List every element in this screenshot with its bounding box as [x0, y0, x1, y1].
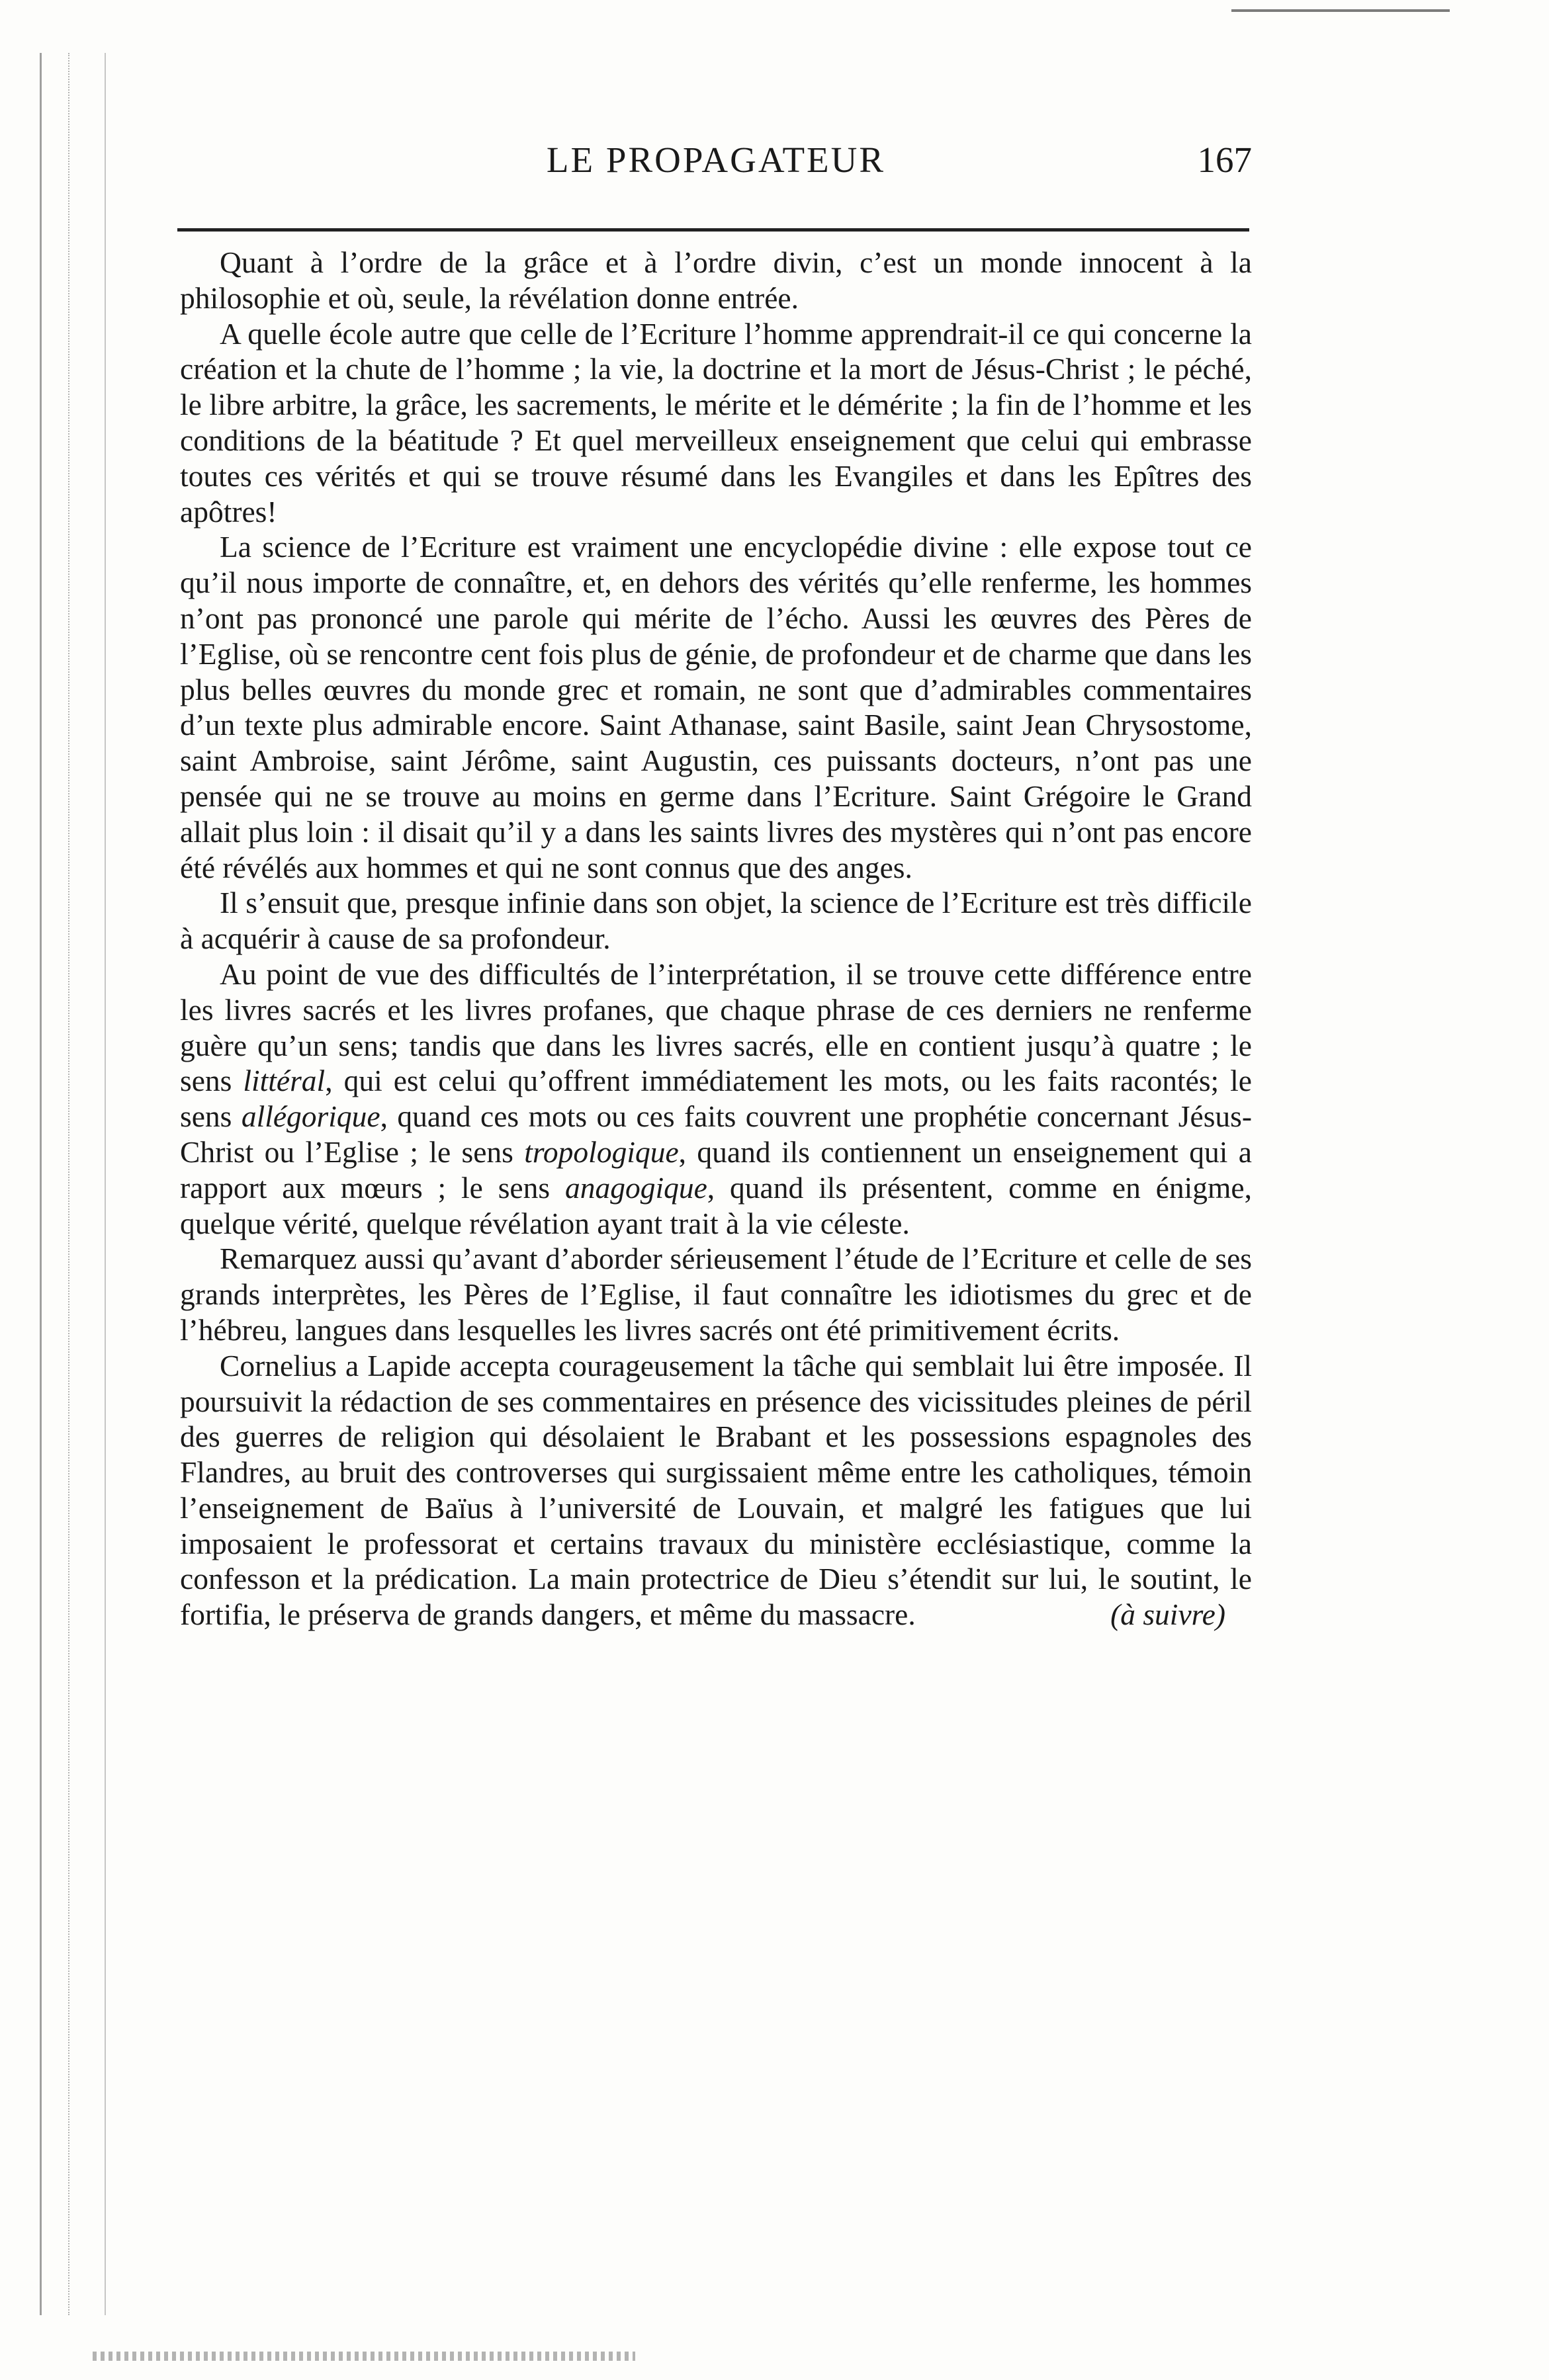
term-allegorique: allégorique: [241, 1099, 380, 1134]
paragraph-2: A quelle école autre que celle de l’Ecriture l’homme apprendrait-il ce qui concerne la création et la chute de l’homme ; la vie, la doctrine et la mort de Jésus-Christ ; le péché, le libre arbitre, la grâce, les sacrements, le mérite et le démérite ; la fin de l’homme et les conditions de la béatitude ? Et quel merveilleux enseignement que celui qui embrasse toutes ces vérités et qui se trouve résumé dans les Evangiles et dans les Epîtres des apôtres!: [180, 316, 1252, 529]
scan-artifact-top: [1231, 9, 1450, 12]
paragraph-7: [180, 1348, 1252, 1633]
paragraph-5-part-d: , quand ils contiennent un enseignement qui a rapport aux mœurs ; le sens: [180, 1134, 1252, 1205]
term-anagogique: anagogique: [564, 1170, 707, 1205]
paragraph-5-part-c: , quand ces mots ou ces faits couvrent une prophétie concernant Jésus-Christ ou l’Eglise ; le sens: [180, 1099, 1253, 1169]
term-litteral: littéral: [243, 1064, 326, 1098]
paragraph-7-text: Cornelius a Lapide accepta courageusement la tâche qui semblait lui être imposée. Il poursuivit la rédaction de ses commentaires en présence des vicissitudes pleines de péril des guerres de religion qui désolaient le Brabant et les possessions espagnoles des Flandres, au bruit des controverses qui surgissaient même entre les catholiques, témoin l’enseignement de Baïus à l’université de Louvain, et malgré les fatigues que lui imposaient le professorat et certains travaux du ministère ecclésiastique, comme la confesson et la prédication. La main protectrice de Dieu s’étendit sur lui, le soutint, le fortifia, le préserva de grands dangers, et même du massacre.: [180, 1348, 1252, 1632]
paragraph-6: Remarquez aussi qu’avant d’aborder sérieusement l’étude de l’Ecriture et celle de ses grands interprètes, les Pères de l’Eglise, il faut connaître les idiotismes du grec et de l’hébreu, langues dans lesquelles les livres sacrés ont été primitivement écrits.: [180, 1242, 1252, 1347]
paragraph-1: Quant à l’ordre de la grâce et à l’ordre divin, c’est un monde innocent à la philosophie et où, seule, la révélation donne entrée.: [180, 245, 1252, 315]
binding-edge: [40, 53, 101, 2315]
paragraph-5: [180, 956, 1252, 1241]
running-title: LE PROPAGATEUR: [546, 140, 886, 180]
header-rule: [177, 228, 1249, 232]
scan-artifact-bottom: [93, 2352, 635, 2361]
paragraph-5-part-b: , qui est celui qu’offrent immédiatement les mots, ou les faits racontés; le sens: [180, 1064, 1252, 1134]
term-tropologique: tropologique: [524, 1134, 679, 1169]
paragraph-5-part-e: , quand ils présentent, comme en énigme, quelque vérité, quelque révélation ayant trait à la vie céleste.: [180, 1170, 1253, 1240]
paragraph-4: Il s’ensuit que, presque infinie dans son objet, la science de l’Ecriture est très difficile à acquérir à cause de sa profondeur.: [180, 886, 1252, 956]
paragraph-3: La science de l’Ecriture est vraiment une encyclopédie divine : elle expose tout ce qu’il nous importe de connaître, et, en dehors des vérités qu’elle renferme, les hommes n’ont pas prononcé une parole qui mérite de l’écho. Aussi les œuvres des Pères de l’Eglise, où se rencontre cent fois plus de génie, de profondeur et de charme que dans les plus belles œuvres du monde grec et romain, ne sont que d’admirables commentaires d’un texte plus admirable encore. Saint Athanase, saint Basile, saint Jean Chrysostome, saint Ambroise, saint Jérôme, saint Augustin, ces puissants docteurs, n’ont pas une pensée qui ne se trouve au moins en germe dans l’Ecriture. Saint Grégoire le Grand allait plus loin : il disait qu’il y a dans les saints livres des mystères qui n’ont pas encore été révélés aux hommes et qui ne sont connus que des anges.: [180, 530, 1252, 884]
continued-note: (à suivre): [1110, 1597, 1225, 1632]
body-text: [180, 245, 1252, 1633]
page-number: 167: [1197, 140, 1252, 180]
paragraph-5-part-a: Au point de vue des difficultés de l’interprétation, il se trouve cette différence entre les livres sacrés et les livres profanes, que chaque phrase de ces derniers ne renferme guère qu’un sens; tandis que dans les livres sacrés, elle en contient jusqu’à quatre ; le sens: [180, 956, 1252, 1098]
page-header: [180, 139, 1252, 192]
